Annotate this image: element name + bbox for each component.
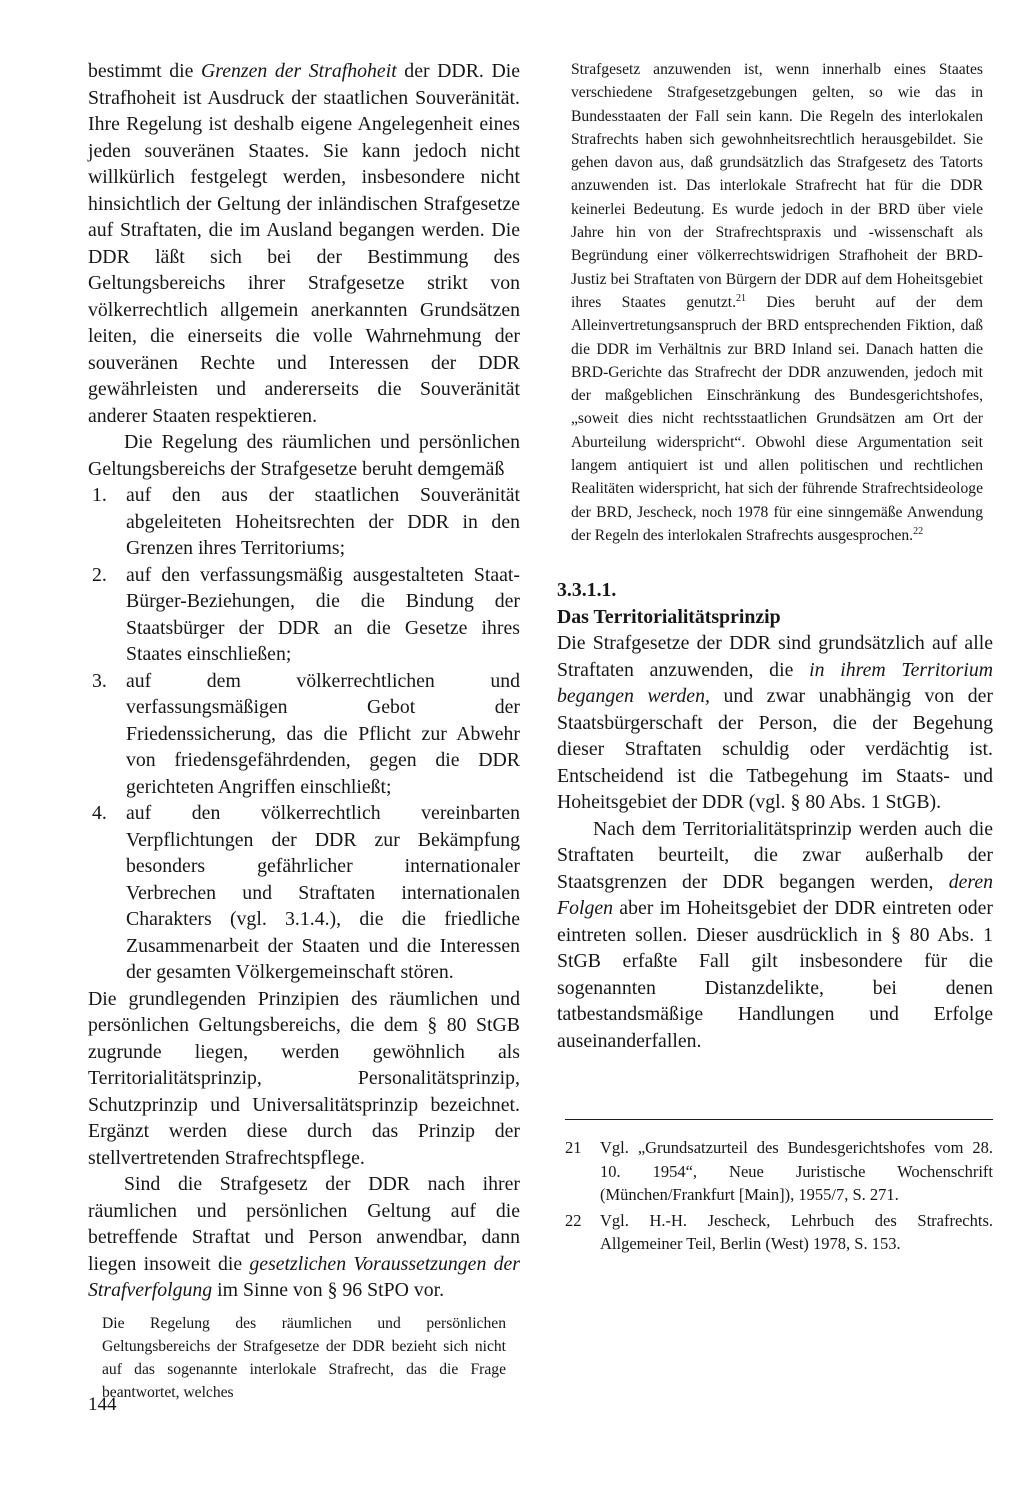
small-print-note: Die Regelung des räumlichen und persönlichen Geltungsbereichs der Strafgesetze der DDR bezieht sich nicht auf das sogenannte interlokale Strafrecht, das die Frage beantwortet, welches — [102, 1314, 506, 1402]
section-title: Das Territorialitätsprinzip — [557, 605, 781, 628]
list-number: 1. — [92, 484, 107, 506]
list-item — [88, 562, 520, 668]
page-number: 144 — [88, 1394, 117, 1415]
footnote-number: 22 — [565, 1210, 582, 1230]
text-run: Nach dem Territorialitätsprinzip werden auch die Straftaten beurteilt, die zwar außerhalb der Staatsgrenzen der DDR begangen werden, — [557, 817, 993, 893]
left-column — [88, 58, 520, 1405]
small-print-continuation — [557, 58, 993, 547]
text-run: im Sinne von § 96 StPO vor. — [212, 1279, 445, 1301]
text-run: Strafgesetz anzuwenden ist, wenn innerhalb eines Staates verschiedene Strafgesetzgebungen gelten, so wie das in Bundesstaaten der Fall sein kann. Die Regeln des interlokalen Strafrechts haben sich gewohnheitsrechtlich herausgebildet. Sie gehen davon aus, daß grundsätzlich das Strafgesetz des Tatorts anzuwenden ist. Das interlokale Strafrecht hat für die DDR keinerlei Bedeutung. Es wurde jedoch in der BRD über viele Jahre hin von der Strafrechtspraxis und -wissenschaft als Begründung einer völkerrechtswidrigen Strafhoheit der BRD-Justiz bei Straftaten von Bürgern der DDR auf dem Hoheitsgebiet ihres Staates genutzt. — [571, 61, 983, 311]
list-text: auf den aus der staatlichen Souveränität abgeleiteten Hoheitsrechten der DDR in den Grenzen ihres Territoriums; — [126, 484, 520, 559]
italic-emphasis: deren Folgen — [557, 870, 993, 920]
list-text: auf dem völkerrechtlichen und verfassungsmäßigen Gebot der Friedenssicherung, das die Pflicht zur Abwehr von friedensgefährdenden, gegen die DDR gerichteten Angriffen einschließt; — [126, 669, 520, 798]
italic-emphasis: gesetzlichen Voraussetzungen der Strafverfolgung — [88, 1252, 520, 1301]
text-run: aber im Hoheitsgebiet der DDR eintreten oder eintreten sollen. Dieser ausdrücklich in § 80 Abs. 1 StGB erfaßte Fall gilt insbesondere für die sogenannten Distanzdelikte, bei denen tatbestandsmäßige Handlungen und Erfolge auseinanderfallen. — [557, 897, 993, 1052]
section-number: 3.3.1.1. — [557, 579, 617, 602]
text-run: der DDR. Die Strafhoheit ist Ausdruck der staatlichen Souveränität. Ihre Regelung ist deshalb eigene Angelegenheit eines jeden souveränen Staates. Sie kann jedoch nicht willkürlich festgelegt werden, insbesondere nicht hinsichtlich der Geltung der inländischen Strafgesetze auf Straftaten, die im Ausland begangen werden. Die DDR läßt sich bei der Bestimmung des Geltungsbereichs ihrer Strafgesetze strikt von völkerrechtlich allgemein anerkannten Grundsätzen leiten, die einerseits die volle Wahrnehmung der souveränen Rechte und Interessen der DDR gewährleisten und andererseits die Souveränität anderer Staaten respektieren. — [88, 60, 520, 427]
paragraph-distanzdelikte — [557, 816, 993, 1055]
paragraph-regelung: Die Regelung des räumlichen und persönlichen Geltungsbereichs der Strafgesetze beruht demgemäß — [88, 431, 520, 480]
paragraph-strafhoheit — [88, 58, 520, 429]
list-text: auf den völkerrechtlich vereinbarten Verpflichtungen der DDR zur Bekämpfung besonders gefährlicher internationaler Verbrechen und Straftaten internationalen Charakters (vgl. 3.1.4.), die die friedliche Zusammenarbeit der Staaten und die Interessen der gesamten Völkergemeinschaft stören. — [126, 802, 520, 983]
footnote-divider — [565, 1119, 993, 1120]
footnote — [557, 1136, 993, 1207]
footnote-ref-21: 21 — [736, 292, 747, 304]
paragraph-strafverfolgung — [88, 1171, 520, 1304]
list-item — [88, 800, 520, 986]
footnote-text: Vgl. H.-H. Jescheck, Lehrbuch des Strafrechts. Allgemeiner Teil, Berlin (West) 1978, S. 153. — [600, 1210, 993, 1254]
footnote — [557, 1209, 993, 1256]
italic-emphasis: in ihrem Territorium begangen werden, — [557, 658, 993, 708]
paragraph-territorium — [557, 630, 993, 816]
text-run: Dies beruht auf der dem Alleinvertretungsanspruch der BRD entsprechenden Fiktion, daß die DDR im Verhältnis zur BRD Inland sei. Danach hatten die BRD-Gerichte das Strafrecht der DDR anzuwenden, jedoch mit der maßgeblichen Einschränkung des Bundesgerichtshofes, „soweit dies nicht rechtsstaatlichen Grundsätzen am Ort der Aburteilung widerspricht“. Obwohl diese Argumentation seit langem antiquiert ist und allen politischen und rechtlichen Realitäten widerspricht, hat sich der führende Strafrechtsideologe der BRD, Jescheck, noch 1978 für eine sinngemäße Anwendung der Regeln des interlokalen Strafrechts ausgesprochen. — [571, 293, 983, 544]
list-number: 2. — [92, 563, 107, 586]
list-number: 4. — [92, 802, 107, 824]
list-number: 3. — [92, 669, 107, 692]
text-run: bestimmt die — [88, 60, 201, 82]
footnote-ref-22: 22 — [913, 525, 924, 537]
text-run: Sind die Strafgesetz der DDR nach ihrer räumlichen und persönlichen Geltung auf die betreffende Straftat und Person anwendbar, dann liegen insoweit die — [88, 1173, 520, 1275]
footnote-text: Vgl. „Grundsatzurteil des Bundesgerichtshofes vom 28. 10. 1954“, Neue Juristische Wochenschrift (München/Frankfurt [Main]), 1955/7, S. 271. — [600, 1138, 993, 1205]
text-run: und zwar unabhängig von der Staatsbürgerschaft der Person, die der Begehung dieser Straftaten schuldig oder verdächtig ist. Entscheidend ist die Tatbegehung im Staats- und Hoheitsgebiet der DDR (vgl. § 80 Abs. 1 StGB). — [557, 685, 993, 814]
basis-list — [88, 482, 520, 986]
list-text: auf den verfassungsmäßig ausgestalteten Staat-Bürger-Beziehungen, die die Bindung der Staatsbürger der DDR an die Gesetze ihres Staates einschließen; — [126, 563, 520, 665]
italic-emphasis: Grenzen der Strafhoheit — [200, 60, 397, 82]
footnotes — [557, 1136, 993, 1256]
right-column — [557, 58, 993, 1258]
footnote-number: 21 — [565, 1138, 582, 1158]
list-item — [88, 482, 520, 562]
paragraph-prinzipien: Die grundlegenden Prinzipien des räumlichen und persönlichen Geltungsbereichs, die dem § 80 StGB zugrunde liegen, werden gewöhnlich als Territorialitätsprinzip, Personalitätsprinzip, Schutzprinzip und Universalitätsprinzip bezeichnet. Ergänzt werden diese durch das Prinzip der stellvertretenden Strafrechtspflege. — [88, 987, 520, 1169]
list-item — [88, 668, 520, 801]
text-run: Die Strafgesetze der DDR sind grundsätzlich auf alle Straftaten anzuwenden, die — [557, 632, 993, 681]
